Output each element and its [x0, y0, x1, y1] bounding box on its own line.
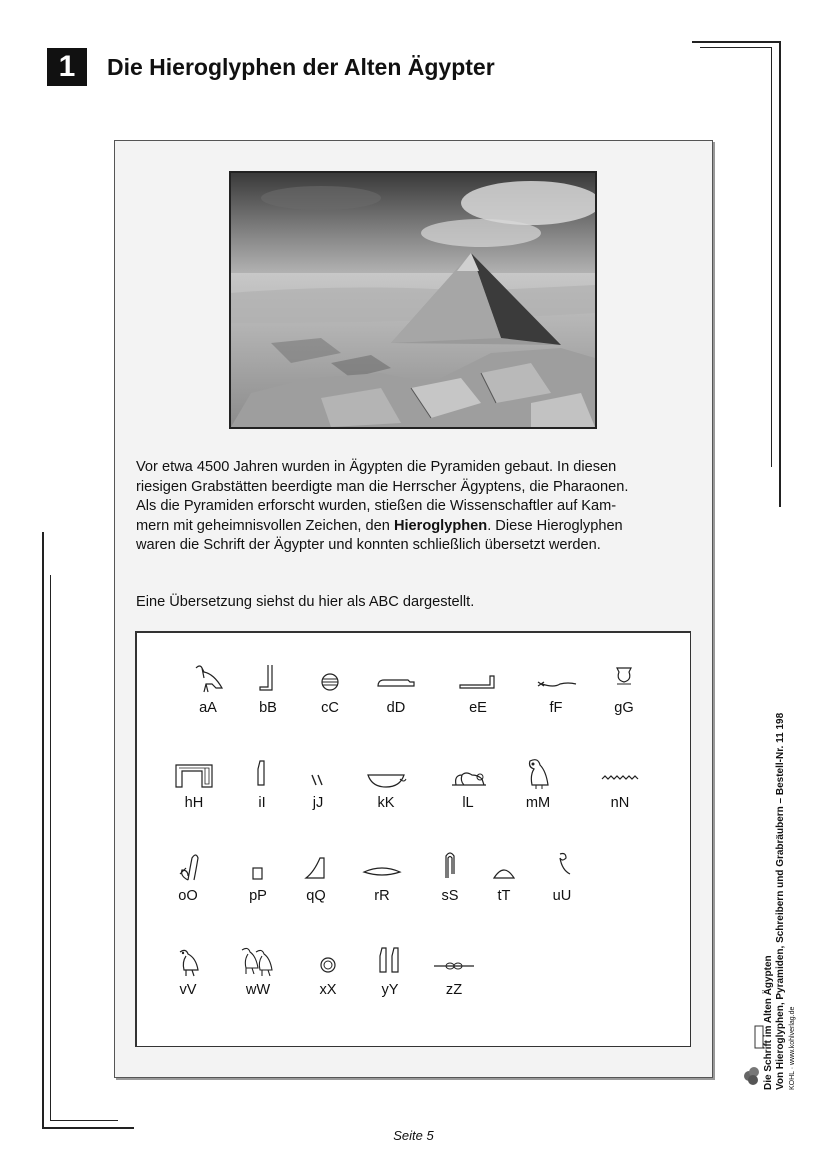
glyph-p: pP — [228, 850, 288, 910]
owl-icon — [516, 757, 560, 791]
page-title: Die Hieroglyphen der Alten Ägypter — [107, 54, 495, 80]
frame-line-bottom-inner — [50, 1120, 118, 1121]
glyph-o: oO — [158, 850, 218, 910]
chapter-number: 1 — [47, 48, 87, 86]
glyph-u: uU — [532, 850, 592, 910]
glyph-i: iI — [232, 757, 292, 817]
bolt-icon — [432, 944, 476, 978]
sidebar-book-title: Von Hieroglyphen, Pyramiden, Schreibern und Grabräubern – Bestell-Nr. 11 198 — [775, 712, 786, 1090]
frame-line-left — [42, 532, 44, 1129]
tree-logo-icon — [741, 1024, 765, 1088]
glyph-w: wW — [228, 944, 288, 1004]
forearm-icon — [456, 662, 500, 696]
pyramid-photo — [229, 171, 597, 429]
glyph-m: mM — [508, 757, 568, 817]
mouth-icon — [360, 850, 404, 884]
arm-icon — [374, 662, 418, 696]
content-panel — [114, 140, 713, 1078]
glyph-j: jJ — [288, 757, 348, 817]
sidebar-publisher: KOHL · www.kohlverlag.de — [789, 1006, 796, 1090]
glyph-s: sS — [420, 850, 480, 910]
glyph-k: kK — [356, 757, 416, 817]
glyph-z: zZ — [424, 944, 484, 1004]
abc-intro-text: Eine Übersetzung siehst du hier als ABC dargestellt. — [136, 594, 475, 610]
courtyard-icon — [172, 757, 216, 791]
hill-icon — [294, 850, 338, 884]
book-sidebar — [763, 570, 799, 1090]
glyph-h: hH — [164, 757, 224, 817]
glyph-b: bB — [238, 662, 298, 722]
two-reeds-icon — [368, 944, 412, 978]
intro-paragraph: Vor etwa 4500 Jahren wurden in Ägypten die Pyramiden gebaut. In diesen riesigen Grabstätten beerdigte man die Herrscher Ägyptens, die Pharaonen. Als die Pyramiden erforscht wurden, stießen die Wissenschaftler auf Kam- mern mit geheimnisvollen Zeichen, den Hieroglyphen. Diese Hieroglyphen waren die Schrift der Ägypter und konnten schließlich übersetzt werden. — [136, 459, 629, 553]
frame-line-left-inner — [50, 575, 51, 1121]
keyword-hieroglyphen: Hieroglyphen — [393, 517, 488, 534]
glyph-l: lL — [438, 757, 498, 817]
frame-line-right-inner — [771, 47, 772, 467]
frame-line-top — [692, 41, 780, 43]
viper-icon — [534, 662, 578, 696]
sidebar-series-title: Die Schrift im Alten Ägypten — [763, 955, 774, 1090]
glyph-t: tT — [474, 850, 534, 910]
glyph-e: eE — [448, 662, 508, 722]
foot-icon — [246, 662, 290, 696]
glyph-x: xX — [298, 944, 358, 1004]
placenta-icon — [308, 662, 352, 696]
frame-line-top-inner — [700, 47, 772, 48]
pyramid-image-icon — [231, 173, 595, 427]
glyph-q: qQ — [286, 850, 346, 910]
bread-icon — [482, 850, 526, 884]
vulture-icon — [186, 662, 230, 696]
glyph-y: yY — [360, 944, 420, 1004]
frame-line-right — [779, 41, 781, 507]
reed-icon — [240, 757, 284, 791]
circle-icon — [306, 944, 350, 978]
page-number: Seite 5 — [393, 1128, 434, 1143]
glyph-n: nN — [590, 757, 650, 817]
lasso-icon — [166, 850, 210, 884]
glyph-c: cC — [300, 662, 360, 722]
cloth-icon — [428, 850, 472, 884]
glyph-r: rR — [352, 850, 412, 910]
two-birds-icon — [236, 944, 280, 978]
quail-chick-icon — [540, 850, 584, 884]
horned-viper-bird-icon — [166, 944, 210, 978]
glyph-g: gG — [594, 662, 654, 722]
glyph-a: aA — [178, 662, 238, 722]
double-strokes-icon — [296, 757, 340, 791]
hieroglyph-alphabet — [135, 631, 691, 1047]
jar-stand-icon — [602, 662, 646, 696]
glyph-d: dD — [366, 662, 426, 722]
glyph-v: vV — [158, 944, 218, 1004]
lion-icon — [446, 757, 490, 791]
basket-icon — [364, 757, 408, 791]
publisher-logo — [741, 1024, 765, 1088]
stool-icon — [236, 850, 280, 884]
glyph-f: fF — [526, 662, 586, 722]
water-icon — [598, 757, 642, 791]
